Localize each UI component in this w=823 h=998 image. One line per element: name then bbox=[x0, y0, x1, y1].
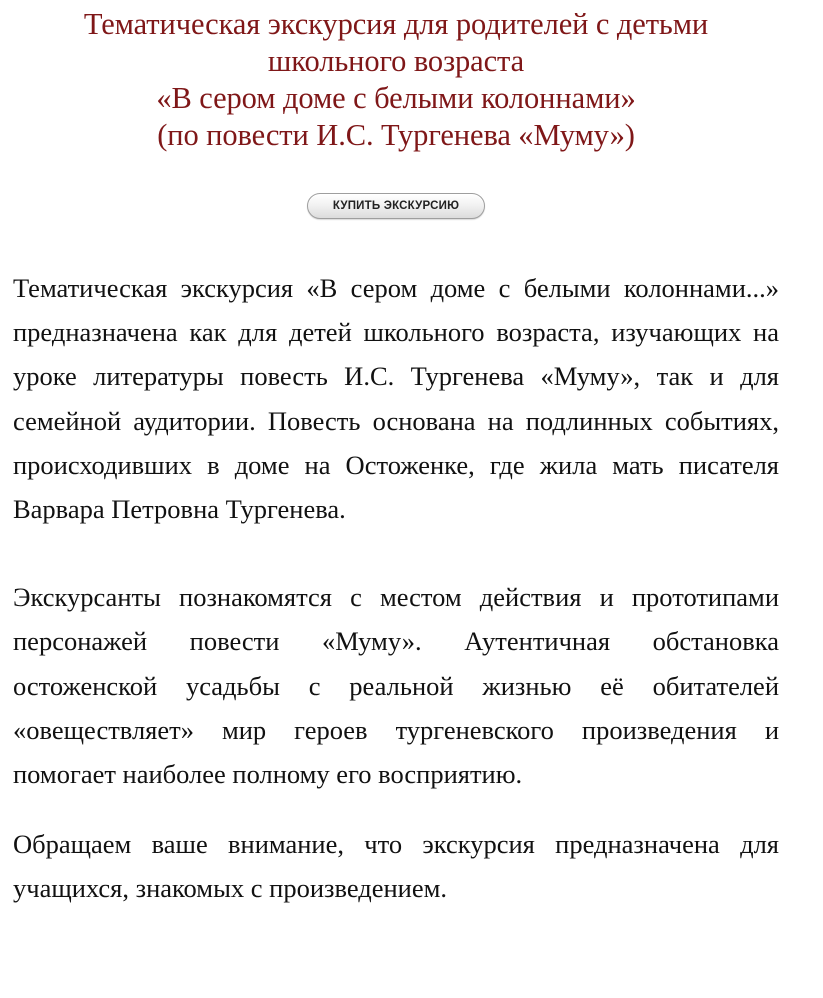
buy-excursion-button[interactable]: КУПИТЬ ЭКСКУРСИЮ bbox=[307, 193, 485, 219]
paragraph-notice: Обращаем ваше внимание, что экскурсия предназначена для учащихся, знакомых с произведением. bbox=[13, 829, 779, 904]
page-title bbox=[20, 6, 772, 154]
title-line-4: (по повести И.С. Тургенева «Муму») bbox=[157, 118, 635, 152]
title-line-3: «В сером доме с белыми колоннами» bbox=[156, 81, 636, 115]
paragraph-details: Экскурсанты познакомятся с местом действия и прототипами персонажей повести «Муму». Аутентичная обстановка остоженской усадьбы с реальной жизнью её обитателей «овеществляет» мир героев тургеневского произведения и помогает наиболее полному его восприятию. bbox=[13, 582, 779, 790]
article-body bbox=[13, 266, 779, 911]
title-line-2: школьного возраста bbox=[267, 44, 525, 78]
title-line-1: Тематическая экскурсия для родителей с детьми bbox=[83, 7, 709, 41]
paragraph-intro: Тематическая экскурсия «В сером доме с белыми колоннами...» предназначена как для детей школьного возраста, изучающих на уроке литературы повесть И.С. Тургенева «Муму», так и для семейной аудитории. Повесть основана на подлинных событиях, происходивших в доме на Остоженке, где жила мать писателя Варвара Петровна Тургенева. bbox=[13, 273, 779, 525]
buy-button-container bbox=[307, 193, 485, 219]
